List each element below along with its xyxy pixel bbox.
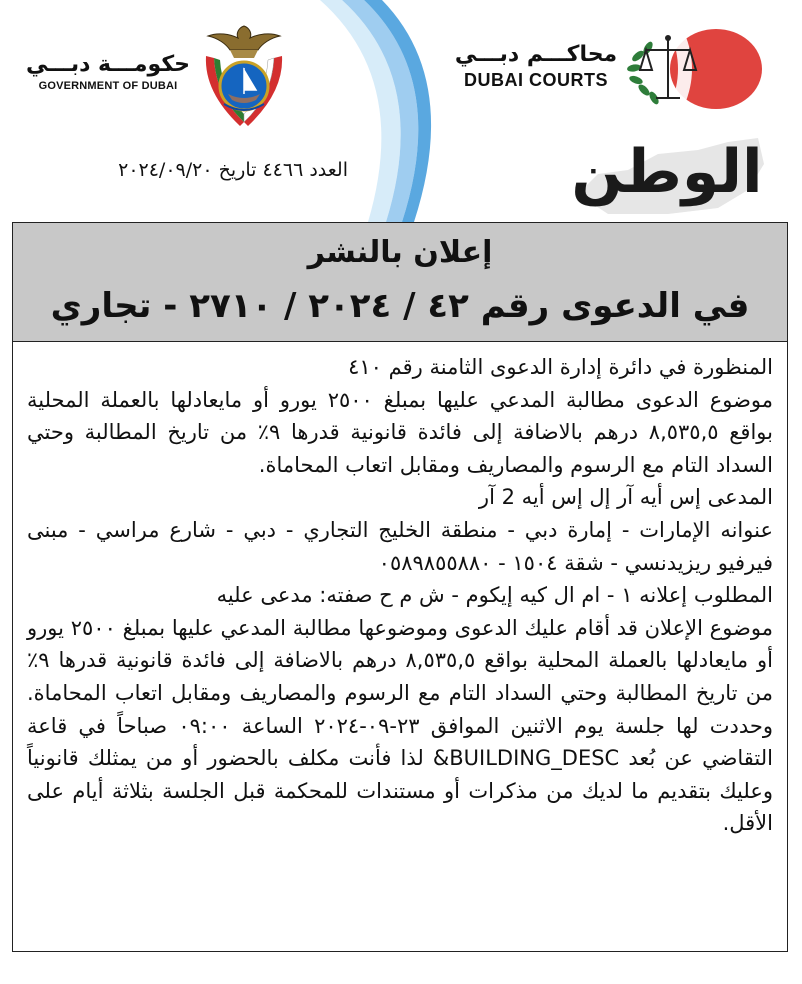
notice-title-band	[13, 223, 787, 342]
notice-paragraph: موضوع الإعلان قد أقام عليك الدعوى وموضوعها مطالبة المدعي عليها بمبلغ ٢٥٠٠ يورو أو مايعادلها بالعملة المحلية بواقع ٨,٥٣٥,٥ درهم بالاضافة إلى فائدة قانونية قدرها ٩٪ من تاريخ المطالبة وحتي السداد التام مع الرسوم والمصاريف ومقابل اتعاب المحاماة. وحددت لها جلسة يوم الاثنين الموافق ٢٣-٠٩-٢٠٢٤ الساعة ٠٩:٠٠ صباحاً في قاعة التقاضي عن بُعد BUILDING_DESC& لذا فأنت مكلف بالحضور أو من يمثلك قانونياً وعليك بتقديم ما لديك من مذكرات أو مستندات للمحكمة قبل الجلسة بثلاثة أيام على الأقل.	[27, 615, 774, 836]
notice-paragraph: المنظورة في دائرة إدارة الدعوى الثامنة رقم ٤١٠	[348, 355, 773, 379]
notice-paragraph: عنوانه الإمارات - إمارة دبي - منطقة الخليج التجاري - دبي - شارع مراسي - مبنى فيرفيو ريزيدنسي - شقة ١٥٠٤ - ٠٥٨٩٨٥٥٨٨٠	[27, 517, 773, 575]
courts-name-arabic: محاكـــم دبـــي	[454, 42, 618, 67]
notice-paragraph: المطلوب إعلانه ١ - ام ال كيه إيكوم - ش م ح صفته: مدعى عليه	[216, 583, 773, 608]
government-of-dubai-wordmark	[20, 52, 196, 92]
dubai-courts-wordmark	[452, 42, 620, 91]
dubai-government-emblem-icon	[200, 22, 288, 130]
scales-of-justice-logo-icon	[624, 26, 764, 112]
newspaper-masthead: الوطن	[571, 137, 763, 207]
notice-paragraph: المدعى إس أيه آر إل إس أيه 2 آر	[478, 485, 773, 510]
government-name-arabic: حكومـــة دبـــي	[26, 52, 190, 77]
courts-name-english: DUBAI COURTS	[464, 70, 608, 90]
notice-title: إعلان بالنشر	[307, 235, 493, 270]
notice-paragraph: موضوع الدعوى مطالبة المدعي عليها بمبلغ ٢٥٠٠ يورو أو مايعادلها بالعملة المحلية بواقع ٨,٥٣٥,٥ درهم بالاضافة إلى فائدة قانونية قدرها ٩٪ من تاريخ المطالبة وحتي السداد التام مع الرسوم والمصاريف ومقابل اتعاب المحاماة.	[27, 387, 774, 477]
government-name-english: GOVERNMENT OF DUBAI	[38, 80, 178, 92]
court-notice	[12, 222, 788, 952]
newspaper-header	[0, 0, 802, 222]
issue-number-and-date: العدد ٤٤٦٦ تاريخ ٢٠٢٤/٠٩/٢٠	[118, 159, 348, 181]
decorative-blue-wave-icon	[290, 0, 450, 222]
notice-body	[27, 351, 773, 840]
case-number-line: في الدعوى رقم ٤٢ / ٢٠٢٤ / ٢٧١٠ - تجاري	[50, 286, 750, 326]
